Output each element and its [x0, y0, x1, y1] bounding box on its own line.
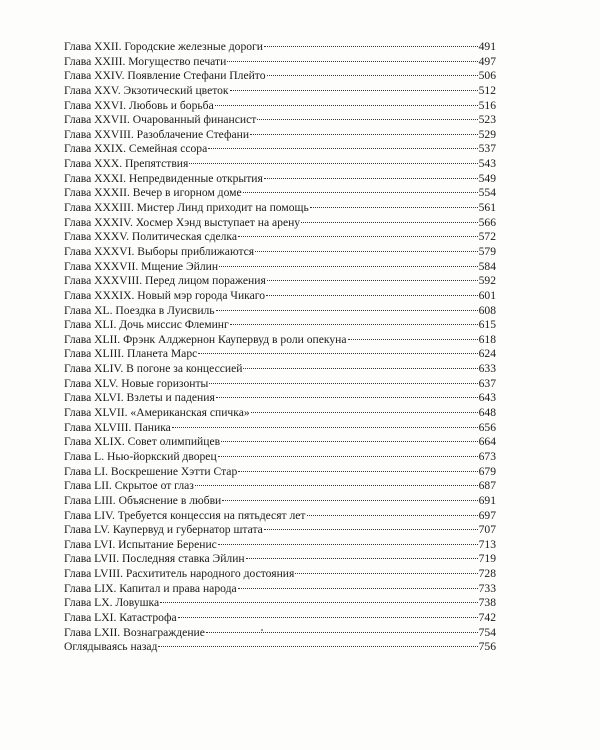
toc-entry: [64, 538, 496, 553]
toc-entry: [64, 626, 496, 641]
page-number: 673: [478, 449, 496, 463]
page-number: 512: [478, 83, 496, 97]
toc-entry: [64, 391, 496, 406]
toc-entry: [64, 582, 496, 597]
page-number: 497: [478, 54, 496, 68]
dot-leader: [189, 163, 477, 164]
dot-leader: [295, 573, 477, 574]
page-number: 664: [478, 435, 496, 449]
toc-entry: [64, 611, 496, 626]
chapter-title: Глава XXII. Городские железные дороги: [64, 40, 264, 53]
dot-leader: [243, 368, 477, 369]
dot-leader: [218, 544, 478, 545]
dot-leader: [230, 324, 478, 325]
toc-entry: [64, 406, 496, 421]
chapter-title: Глава LVIII. Расхититель народного достояния: [64, 567, 295, 581]
dot-leader: [160, 602, 477, 603]
toc-entry: [64, 69, 496, 84]
page-number: 707: [478, 523, 496, 537]
dot-leader: [216, 397, 478, 398]
dot-leader: [238, 236, 478, 237]
chapter-title: Глава XLIX. Совет олимпийцев: [64, 435, 221, 449]
toc-entry: [64, 377, 496, 392]
toc-entry: [64, 362, 496, 377]
toc-entry: [64, 304, 496, 319]
page-number: 529: [478, 127, 496, 141]
chapter-title: Глава XXX. Препятствия: [64, 157, 189, 171]
chapter-title: Глава XXXV. Политическая сделка: [64, 230, 238, 244]
dot-leader: [310, 207, 478, 208]
toc-entry: [64, 40, 496, 55]
page-number: 608: [478, 303, 496, 317]
toc-entry: [64, 201, 496, 216]
toc-entry: [64, 289, 496, 304]
dot-leader: [230, 90, 478, 91]
dot-leader: [158, 646, 477, 647]
toc-entry: [64, 640, 496, 655]
dot-leader: [208, 148, 477, 149]
page-number: 656: [478, 420, 496, 434]
chapter-title: Глава LII. Скрытое от глаз: [64, 479, 194, 493]
page-number: 543: [478, 157, 496, 171]
page-number: 728: [478, 567, 496, 581]
page-number: 738: [478, 596, 496, 610]
chapter-title: Глава XLV. Новые горизонты: [64, 376, 209, 390]
dot-leader: [264, 46, 478, 47]
page-number: 697: [478, 508, 496, 522]
toc-entry: [64, 465, 496, 480]
toc-entry: [64, 509, 496, 524]
chapter-title: Глава XXXIX. Новый мэр города Чикаго: [64, 288, 266, 302]
toc-entry: [64, 128, 496, 143]
dot-leader: [195, 485, 478, 486]
toc-entry: [64, 552, 496, 567]
chapter-title: Глава XXIV. Появление Стефани Плейто: [64, 69, 266, 83]
chapter-title: Глава XXXIII. Мистер Линд приходит на помощь: [64, 201, 309, 215]
toc-entry: [64, 172, 496, 187]
toc-entry: [64, 494, 496, 509]
page-number: 624: [478, 347, 496, 361]
toc-entry: [64, 596, 496, 611]
page-number: 679: [478, 464, 496, 478]
chapter-title: Глава LI. Воскрешение Хэтти Стар: [64, 464, 238, 478]
toc-entry: [64, 421, 496, 436]
dot-leader: [348, 339, 478, 340]
chapter-title: Глава XXXIV. Хосмер Хэнд выступает на арену: [64, 215, 301, 229]
toc-entry: [64, 55, 496, 70]
dot-leader: [215, 105, 478, 106]
toc-entry: [64, 260, 496, 275]
chapter-title: Глава XLII. Фрэнк Алджернон Каупервуд в роли опекуна: [64, 332, 347, 346]
page-number: 742: [478, 610, 496, 624]
dot-leader: [216, 310, 478, 311]
toc-entry: [64, 318, 496, 333]
chapter-title: Глава XXV. Экзотический цветок: [64, 83, 229, 97]
chapter-title: Глава XXXVII. Мщение Эйлин: [64, 259, 219, 273]
chapter-title: Глава XXVII. Очарованный финансист: [64, 113, 257, 127]
toc-entry: [64, 333, 496, 348]
table-of-contents: [64, 40, 496, 655]
dot-leader: [209, 383, 477, 384]
dot-leader: [307, 515, 478, 516]
dot-leader: [218, 456, 478, 457]
dot-leader: [257, 119, 477, 120]
chapter-title: Глава LXII. Вознаграждение: [64, 625, 205, 639]
chapter-title: Глава LIV. Требуется концессия на пятьдесят лет: [64, 508, 306, 522]
chapter-title: Глава XLVI. Взлеты и падения: [64, 391, 215, 405]
chapter-title: Глава XXIX. Семейная ссора: [64, 142, 208, 156]
page-number: 691: [478, 493, 496, 507]
dot-leader: [267, 75, 478, 76]
toc-entry: [64, 230, 496, 245]
chapter-title: Глава XXVIII. Разоблачение Стефани: [64, 127, 250, 141]
page-number: 754: [478, 625, 496, 639]
page-number: 633: [478, 362, 496, 376]
page-number: 643: [478, 391, 496, 405]
chapter-title: Глава XXXVI. Выборы приближаются: [64, 244, 255, 258]
chapter-title: Глава XXXVIII. Перед лицом поражения: [64, 274, 266, 288]
chapter-title: Глава XL. Поездка в Луисвиль: [64, 303, 215, 317]
dot-leader: [198, 353, 477, 354]
chapter-title: Глава LXI. Катастрофа: [64, 610, 177, 624]
paper-speck: [261, 629, 263, 631]
page-number: 554: [478, 186, 496, 200]
page-number: 537: [478, 142, 496, 156]
dot-leader: [222, 500, 477, 501]
dot-leader: [221, 441, 478, 442]
toc-entry: [64, 84, 496, 99]
dot-leader: [267, 280, 478, 281]
page-number: 561: [478, 201, 496, 215]
chapter-title: Глава LVI. Испытание Беренис: [64, 537, 217, 551]
chapter-title: Глава XXIII. Могущество печати: [64, 54, 227, 68]
toc-entry: [64, 450, 496, 465]
page-number: 637: [478, 376, 496, 390]
dot-leader: [172, 427, 478, 428]
dot-leader: [227, 61, 477, 62]
toc-entry: [64, 99, 496, 114]
page-number: 549: [478, 171, 496, 185]
chapter-title: Глава XLIV. В погоне за концессией: [64, 362, 243, 376]
page-number: 601: [478, 288, 496, 302]
page-number: 615: [478, 318, 496, 332]
page-number: 713: [478, 537, 496, 551]
dot-leader: [251, 412, 478, 413]
toc-entry: [64, 523, 496, 538]
page-number: 687: [478, 479, 496, 493]
toc-entry: [64, 567, 496, 582]
page-number: 733: [478, 581, 496, 595]
toc-entry: [64, 479, 496, 494]
chapter-title: Глава XLI. Дочь миссис Флеминг: [64, 318, 229, 332]
page-number: 756: [478, 640, 496, 654]
dot-leader: [219, 266, 478, 267]
toc-entry: [64, 347, 496, 362]
page-number: 592: [478, 274, 496, 288]
page-number: 516: [478, 98, 496, 112]
chapter-title: Глава XXVI. Любовь и борьба: [64, 98, 214, 112]
dot-leader: [250, 134, 478, 135]
page-number: 566: [478, 215, 496, 229]
chapter-title: Оглядываясь назад: [64, 640, 158, 654]
toc-entry: [64, 274, 496, 289]
page-number: 572: [478, 230, 496, 244]
chapter-title: Глава L. Нью-йоркский дворец: [64, 449, 217, 463]
chapter-title: Глава LIII. Объяснение в любви: [64, 493, 222, 507]
chapter-title: Глава XLIII. Планета Марс: [64, 347, 198, 361]
toc-entry: [64, 245, 496, 260]
page-number: 579: [478, 244, 496, 258]
page-number: 506: [478, 69, 496, 83]
dot-leader: [255, 251, 477, 252]
chapter-title: Глава LX. Ловушка: [64, 596, 160, 610]
dot-leader: [243, 192, 478, 193]
dot-leader: [264, 178, 478, 179]
dot-leader: [246, 558, 478, 559]
toc-entry: [64, 186, 496, 201]
toc-entry: [64, 142, 496, 157]
chapter-title: Глава XLVIII. Паника: [64, 420, 171, 434]
page-number: 719: [478, 552, 496, 566]
toc-entry: [64, 157, 496, 172]
chapter-title: Глава LIX. Капитал и права народа: [64, 581, 237, 595]
dot-leader: [301, 222, 478, 223]
dot-leader: [178, 617, 478, 618]
page-number: 648: [478, 406, 496, 420]
toc-entry: [64, 216, 496, 231]
toc-entry: [64, 435, 496, 450]
chapter-title: Глава XXXI. Непредвиденные открытия: [64, 171, 263, 185]
toc-entry: [64, 113, 496, 128]
page-number: 618: [478, 332, 496, 346]
dot-leader: [238, 588, 478, 589]
dot-leader: [264, 529, 478, 530]
dot-leader: [206, 632, 478, 633]
chapter-title: Глава LV. Каупервуд и губернатор штата: [64, 523, 263, 537]
page-number: 523: [478, 113, 496, 127]
dot-leader: [266, 295, 478, 296]
dot-leader: [238, 471, 477, 472]
chapter-title: Глава XXXII. Вечер в игорном доме: [64, 186, 242, 200]
chapter-title: Глава LVII. Последняя ставка Эйлин: [64, 552, 245, 566]
chapter-title: Глава XLVII. «Американская спичка»: [64, 406, 250, 420]
page-number: 491: [478, 40, 496, 53]
page-number: 584: [478, 259, 496, 273]
